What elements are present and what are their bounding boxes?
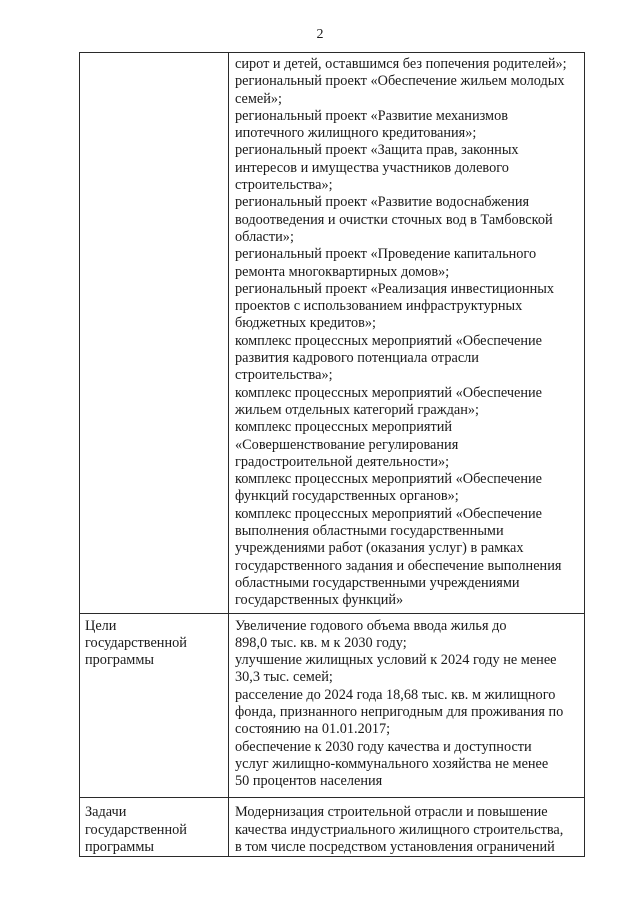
structure-text-line: комплекс процессных мероприятий «Обеспечение (235, 471, 543, 488)
structure-text-line: области»; (235, 228, 294, 245)
empty-label-cell (80, 53, 229, 614)
structure-text-line: комплекс процессных мероприятий (235, 419, 453, 436)
structure-text-line: государственных функций» (235, 592, 404, 609)
tasks-value-cell (229, 798, 585, 857)
goals-text-line: расселение до 2024 года 18,68 тыс. кв. м жилищного (235, 686, 556, 703)
tasks-label-cell (80, 798, 229, 857)
structure-text-line: региональный проект «Защита прав, законных (235, 142, 519, 159)
structure-text-line: строительства»; (235, 367, 333, 384)
structure-text-line: региональный проект «Проведение капитального (235, 246, 537, 263)
tasks-text-line: качества индустриального жилищного строительства, (235, 821, 564, 838)
structure-text-line: «Совершенствование регулирования (235, 436, 459, 453)
goals-text-line: услуг жилищно-коммунального хозяйства не менее (235, 755, 549, 772)
goals-text-line: улучшение жилищных условий к 2024 году не менее (235, 652, 557, 669)
structure-text-line: государственного задания и обеспечение выполнения (235, 557, 562, 574)
goals-text-line: Увеличение годового объема ввода жилья до (235, 617, 507, 634)
row-label-line: Цели (85, 617, 117, 634)
structure-text-line: региональный проект «Обеспечение жильем молодых (235, 73, 565, 90)
structure-text-line: комплекс процессных мероприятий «Обеспечение (235, 384, 543, 401)
table-row-goals (80, 613, 585, 798)
structure-text-line: учреждениями работ (оказания услуг) в рамках (235, 540, 524, 557)
structure-text-line: семей»; (235, 90, 283, 107)
structure-text-line: выполнения областными государственными (235, 523, 504, 540)
row-label-line: государственной (85, 634, 187, 651)
goals-text-line: 898,0 тыс. кв. м к 2030 году; (235, 634, 407, 651)
tasks-text-line: в том числе посредством установления ограничений (235, 839, 555, 856)
structure-text-line: градостроительной деятельности»; (235, 453, 450, 470)
structure-text-line: проектов с использованием инфраструктурных (235, 298, 523, 315)
goals-text-line: обеспечение к 2030 году качества и доступности (235, 738, 532, 755)
goals-label-cell (80, 613, 229, 798)
row-label-line: программы (85, 839, 155, 856)
goals-text-line: 50 процентов населения (235, 773, 383, 790)
row-label-line: Задачи (85, 804, 127, 821)
structure-text-line: функций государственных органов»; (235, 488, 459, 505)
goals-text-line: фонда, признанного непригодным для проживания по (235, 703, 564, 720)
structure-text-line: региональный проект «Развитие механизмов (235, 107, 508, 124)
structure-text-line: региональный проект «Реализация инвестиционных (235, 280, 555, 297)
goals-text-line: 30,3 тыс. семей; (235, 669, 333, 686)
structure-text-line: региональный проект «Развитие водоснабжения (235, 194, 530, 211)
program-passport-table (79, 52, 585, 857)
structure-text-line: комплекс процессных мероприятий «Обеспечение (235, 332, 543, 349)
goals-value-cell (229, 613, 585, 798)
structure-text-line: водоотведения и очистки сточных вод в Тамбовской (235, 211, 553, 228)
row-label-line: программы (85, 652, 155, 669)
tasks-text-line: Модернизация строительной отрасли и повышение (235, 804, 548, 821)
table-row-continuation (80, 53, 585, 614)
page-number: 2 (316, 27, 324, 42)
structure-text-line: строительства»; (235, 177, 333, 194)
structure-text-line: развития кадрового потенциала отрасли (235, 350, 479, 367)
structure-text-line: областными государственными учреждениями (235, 574, 520, 591)
row-label-line: государственной (85, 821, 187, 838)
table-row-tasks (80, 798, 585, 857)
structure-text-line: ипотечного жилищного кредитования»; (235, 125, 477, 142)
structure-text-line: ремонта многоквартирных домов»; (235, 263, 450, 280)
structure-text-line: сирот и детей, оставшимся без попечения родителей»; (235, 56, 567, 72)
structure-text-line: интересов и имущества участников долевого (235, 159, 509, 176)
goals-text-line: состоянию на 01.01.2017; (235, 721, 391, 738)
structure-text-line: комплекс процессных мероприятий «Обеспечение (235, 505, 543, 522)
structure-text-line: жильем отдельных категорий граждан»; (235, 401, 480, 418)
structure-text-line: бюджетных кредитов»; (235, 315, 377, 332)
program-structure-cell (229, 53, 585, 614)
